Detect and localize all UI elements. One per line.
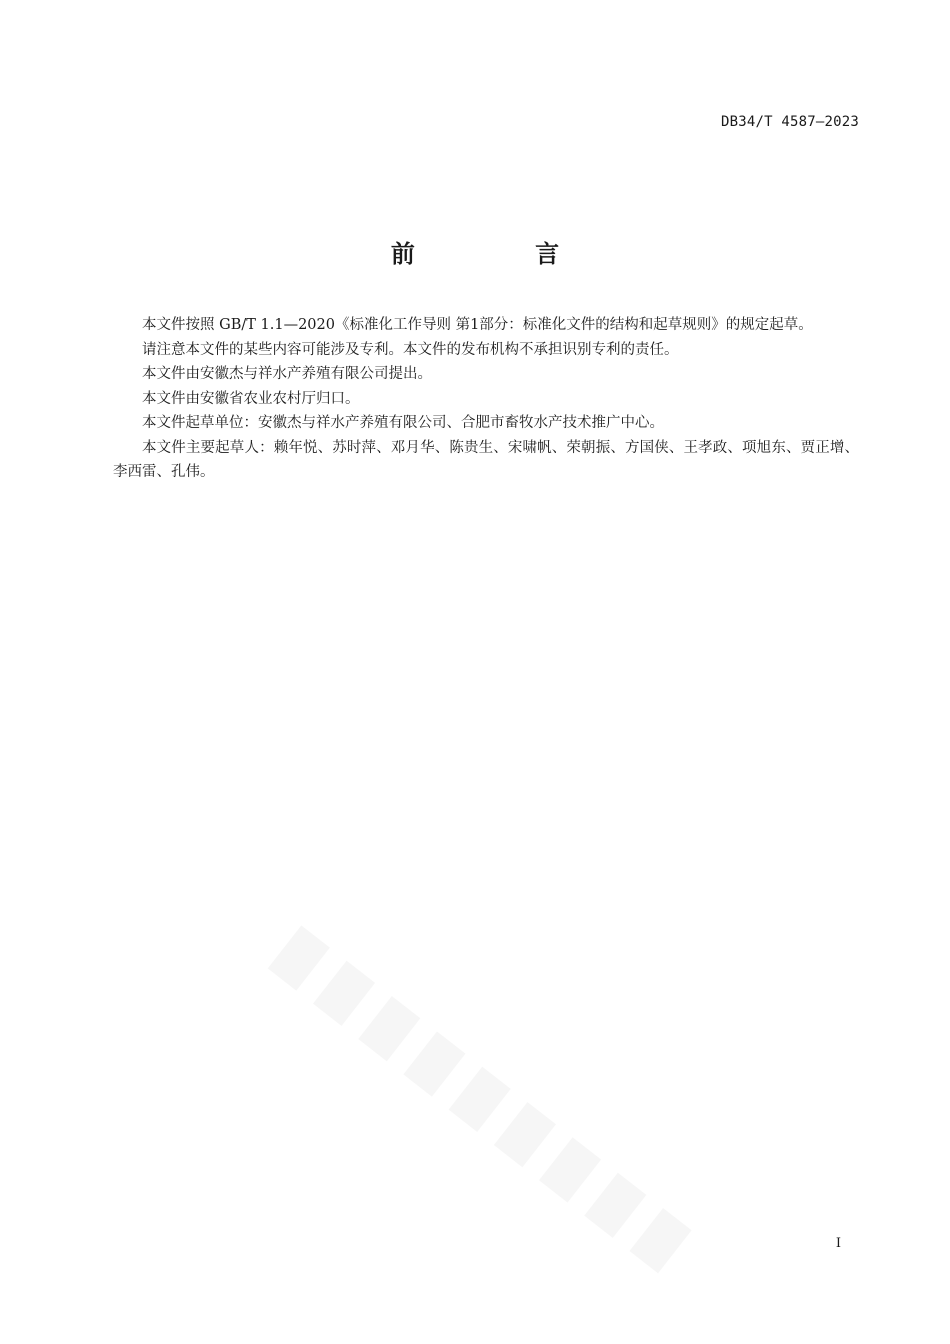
paragraph-patent-notice: 请注意本文件的某些内容可能涉及专利。本文件的发布机构不承担识别专利的责任。 (142, 341, 679, 358)
foreword-body (113, 313, 859, 485)
page-number: I (835, 1236, 841, 1251)
paragraph-administrator: 本文件由安徽省农业农村厅归口。 (142, 390, 360, 407)
paragraph-drafting-units: 本文件起草单位：安徽杰与祥水产养殖有限公司、合肥市畜牧水产技术推广中心。 (142, 415, 664, 431)
paragraph-proposer: 本文件由安徽杰与祥水产养殖有限公司提出。 (142, 366, 432, 382)
page-title: 前 言 (390, 240, 616, 268)
paragraph-drafting-rules: 本文件按照 GB/T 1.1—2020《标准化工作导则 第1部分：标准化文件的结构和起草规则》的规定起草。 (142, 317, 813, 333)
watermark (268, 926, 708, 1286)
document-code: DB34/T 4587—2023 (720, 114, 859, 130)
paragraph-drafters: 本文件主要起草人：赖年悦、苏时萍、邓月华、陈贵生、宋啸帆、荣朝振、方国侠、王孝政、项旭东、贾正增、李西雷、孔伟。 (113, 439, 859, 480)
